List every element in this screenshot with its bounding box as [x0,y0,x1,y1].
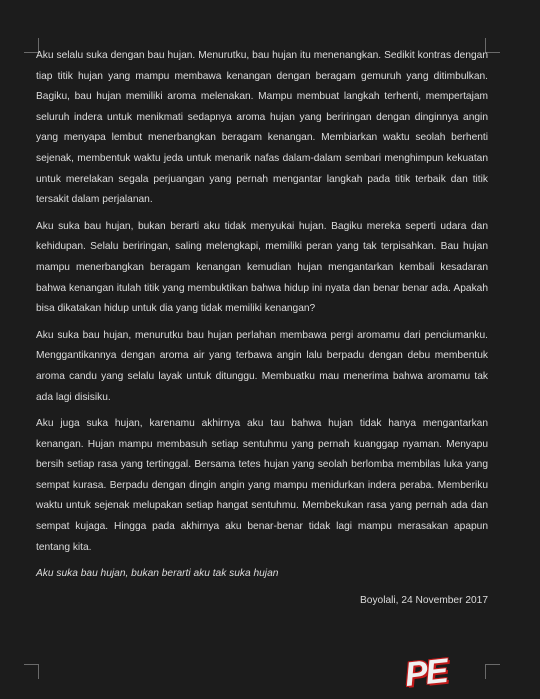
document-body [36,46,488,611]
crop-mark-bottom-left [24,664,39,679]
paragraph-1: Aku selalu suka dengan bau hujan. Menurutku, bau hujan itu menenangkan. Sedikit kontras dengan tiap titik hujan yang mampu membawa kenangan dengan beragam gemuruh yang ditimbulkan. Bagiku, bau hujan memiliki aroma melenakan. Mampu membuat langkah terhenti, mempertajam seluruh indera untuk menikmati sedapnya aroma hujan yang beriringan dengan dinginnya angin yang menyapa lembut menerbangkan beragam kenangan. Membiarkan waktu seolah berhenti sejenak, membentuk waktu jeda untuk menarik nafas dalam-dalam sembari menghimpun kekuatan untuk merelakan segala perjuangan yang pernah mengantar langkah pada titik terbaik dan titik tersakit dalam perjalanan. [36,50,488,206]
crop-mark-bottom-right [485,664,500,679]
paragraph-4: Aku juga suka hujan, karenamu akhirnya aku tau bahwa hujan tidak hanya mengantarkan kenangan. Hujan mampu membasuh setiap sentuhmu yang pernah kuanggap nyaman. Menyapu bersih setiap rasa yang tertinggal. Bersama tetes hujan yang seolah berlomba membilas luka yang sempat kurasa. Berpadu dengan dingin angin yang mampu menidurkan indera peraba. Memberiku waktu untuk sejenak melupakan setiap hangat sentuhmu. Membekukan rasa yang pernah ada dan sempat kujaga. Hingga pada akhirnya aku benar-benar tidak lagi mampu merasakan apapun tentang kita. [36,418,488,553]
closing-line: Aku suka bau hujan, bukan berarti aku tak suka hujan [36,568,279,580]
paragraph-3: Aku suka bau hujan, menurutku bau hujan perlahan membawa pergi aromamu dari penciumanku. Menggantikannya dengan aroma air yang terbawa angin lalu berpadu dengan debu membentuk aroma candu yang selalu layak untuk ditunggu. Membuatku mau menerima bahwa aromamu tak ada lagi disisiku. [36,329,488,403]
paragraph-2: Aku suka bau hujan, bukan berarti aku tidak menyukai hujan. Bagiku mereka seperti udara dan kehidupan. Selalu beriringan, saling melengkapi, memiliki peran yang tak terpisahkan. Bau hujan mampu menerbangkan beragam kenangan kemudian hujan mengantarkan kembali kesadaran bahwa kenangan itulah titik yang membuktikan bahwa hidup ini nyata dan benar benar ada. Apakah bisa dikatakan hidup untuk dia yang tidak memiliki kenangan? [36,220,488,315]
signoff-date: Boyolali, 24 November 2017 [360,594,488,606]
pe-logo: PE [403,651,449,695]
